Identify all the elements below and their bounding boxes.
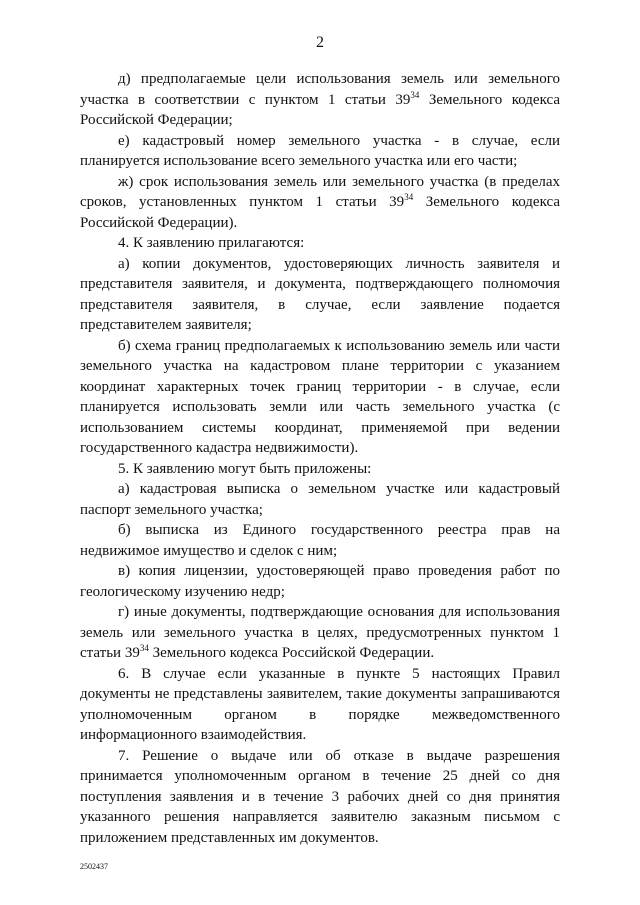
paragraph-5g: г) иные документы, подтверждающие основания для использования земель или земельного участка в целях, предусмотренных пунктом 1 статьи $39^{34}$ Земельного кодекса Российской Федерации. [80,604,560,661]
paragraph-d: д) предполагаемые цели использования земель или земельного участка в соответствии с пунктом 1 статьи $39^{34}$ Земельного кодекса Российской Федерации; [80,71,560,128]
paragraph-e: е) кадастровый номер земельного участка - в случае, если планируется использование всего земельного участка или его части; [80,132,560,169]
paragraph-5b: б) выписка из Единого государственного реестра прав на недвижимое имущество и сделок с ним; [80,522,560,559]
paragraph-7: 7. Решение о выдаче или об отказе в выдаче разрешения принимается уполномоченным органом в течение 25 дней со дня поступления заявления и в течение 3 рабочих дней со дня принятия указанного решения направляется заявителю заказным письмом с приложением представленных им документов. [80,747,560,846]
paragraph-5v: в) копия лицензии, удостоверяющей право проведения работ по геологическому изучению недр; [80,563,560,600]
document-code: 2502437 [80,862,108,871]
paragraph-5-heading: 5. К заявлению могут быть приложены: [118,460,372,477]
page-number: 2 [316,34,324,51]
paragraph-4a: а) копии документов, удостоверяющих личность заявителя и представителя заявителя, и документа, подтверждающего полномочия представителя заявителя, в случае, если заявление подается представителем заявителя; [80,255,560,333]
paragraph-4-heading: 4. К заявлению прилагаются: [118,235,305,251]
paragraph-6: 6. В случае если указанные в пункте 5 настоящих Правил документы не представлены заявителем, такие документы запрашиваются уполномоченным органом в порядке межведомственного информационного взаимодействия. [80,665,560,743]
paragraph-5a: а) кадастровая выписка о земельном участке или кадастровый паспорт земельного участка; [80,481,560,518]
paragraph-4b: б) схема границ предполагаемых к использованию земель или части земельного участка на кадастровом плане территории с указанием координат характерных точек границ территории - в случае, если планируется использовать земли или часть земельного участка (с использованием системы координат, применяемой при ведении государственного кадастра недвижимости). [80,337,560,456]
paragraph-zh: ж) срок использования земель или земельного участка (в пределах сроков, установленных пунктом 1 статьи $39^{34}$ Земельного кодекса Российской Федерации). [80,173,560,231]
document-body [80,69,560,848]
